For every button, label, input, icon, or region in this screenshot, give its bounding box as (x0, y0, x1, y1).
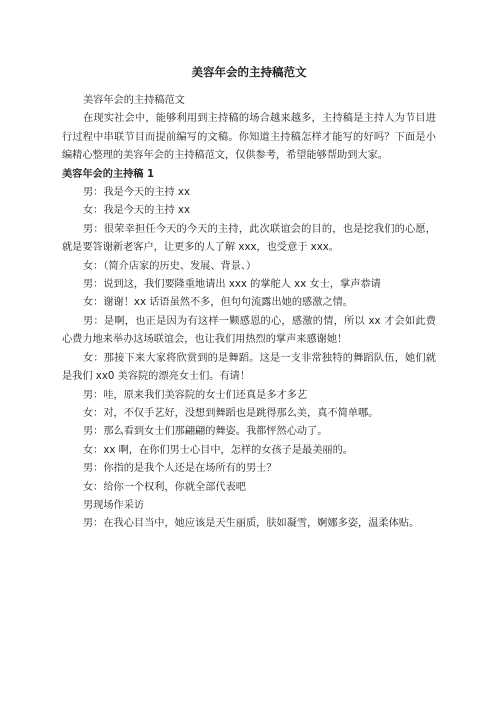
document-title: 美容年会的主持稿范文 (191, 65, 307, 79)
dialogue-line: 女：给你一个权利，你就全部代表吧 (83, 481, 246, 493)
dialogue-line: 男：你指的是我个人还是在场所有的男士？ (83, 463, 277, 475)
document-body (62, 92, 436, 534)
dialogue-line: 男：那么看到女士们那翩翩的舞姿。我都怦然心动了。 (83, 426, 328, 438)
dialogue-line: 女：那接下来大家将欣赏到的是舞蹈。这是一支非常独特的舞蹈队伍，她们就是我们 xx0 美容院的漂亮女士们。有请！ (62, 352, 436, 383)
dialogue-line: 女：（简介店家的历史、发展、背景、） (83, 260, 257, 272)
dialogue-line: 男：说到这，我们要隆重地请出 xxx 的掌舵人 xx 女士，掌声恭请 (83, 279, 381, 291)
intro-paragraph: 在现实社会中，能够利用到主持稿的场合越来越多，主持稿是主持人为节目进行过程中串联节目而提前编写的文稿。你知道主持稿怎样才能写的好吗？下面是小编精心整理的美容年会的主持稿范文，仅供参考，希望能够帮助到大家。 (62, 113, 436, 162)
dialogue-line: 男：在我心目当中，她应该是天生丽质，肤如凝雪，婀娜多姿，温柔体贴。 (83, 518, 420, 530)
dialogue-line: 男：我是今天的主持 xx (83, 187, 190, 199)
dialogue-line: 男：很荣幸担任今天的今天的主持，此次联谊会的目的，也是挖我们的心愿，就是要答谢新老客户，让更多的人了解 xxx，也受意于 xxx。 (62, 223, 436, 254)
intro-subtitle: 美容年会的主持稿范文 (83, 95, 185, 106)
dialogue-line: 男：哇，原来我们美容院的女士们还真是多才多艺 (83, 389, 308, 401)
dialogue-line: 男：是啊，也正是因为有这样一颗感恩的心，感激的情，所以 xx 才会如此费心费力地来举办这场联谊会，也让我们用热烈的掌声来感谢她！ (62, 315, 436, 346)
dialogue-line: 女：xx 啊，在你们男士心目中，怎样的女孩子是最美丽的。 (83, 444, 353, 456)
dialogue-line: 女：我是今天的主持 xx (83, 205, 190, 217)
dialogue-line: 女：对，不仅手艺好，没想到舞蹈也是跳得那么美，真不简单哪。 (83, 407, 379, 419)
section-heading: 美容年会的主持稿 1 (62, 168, 155, 180)
dialogue-line: 女：谢谢！xx 话语虽然不多，但句句流露出她的感激之情。 (83, 297, 353, 309)
dialogue-line: 男现场作采访 (83, 499, 145, 511)
